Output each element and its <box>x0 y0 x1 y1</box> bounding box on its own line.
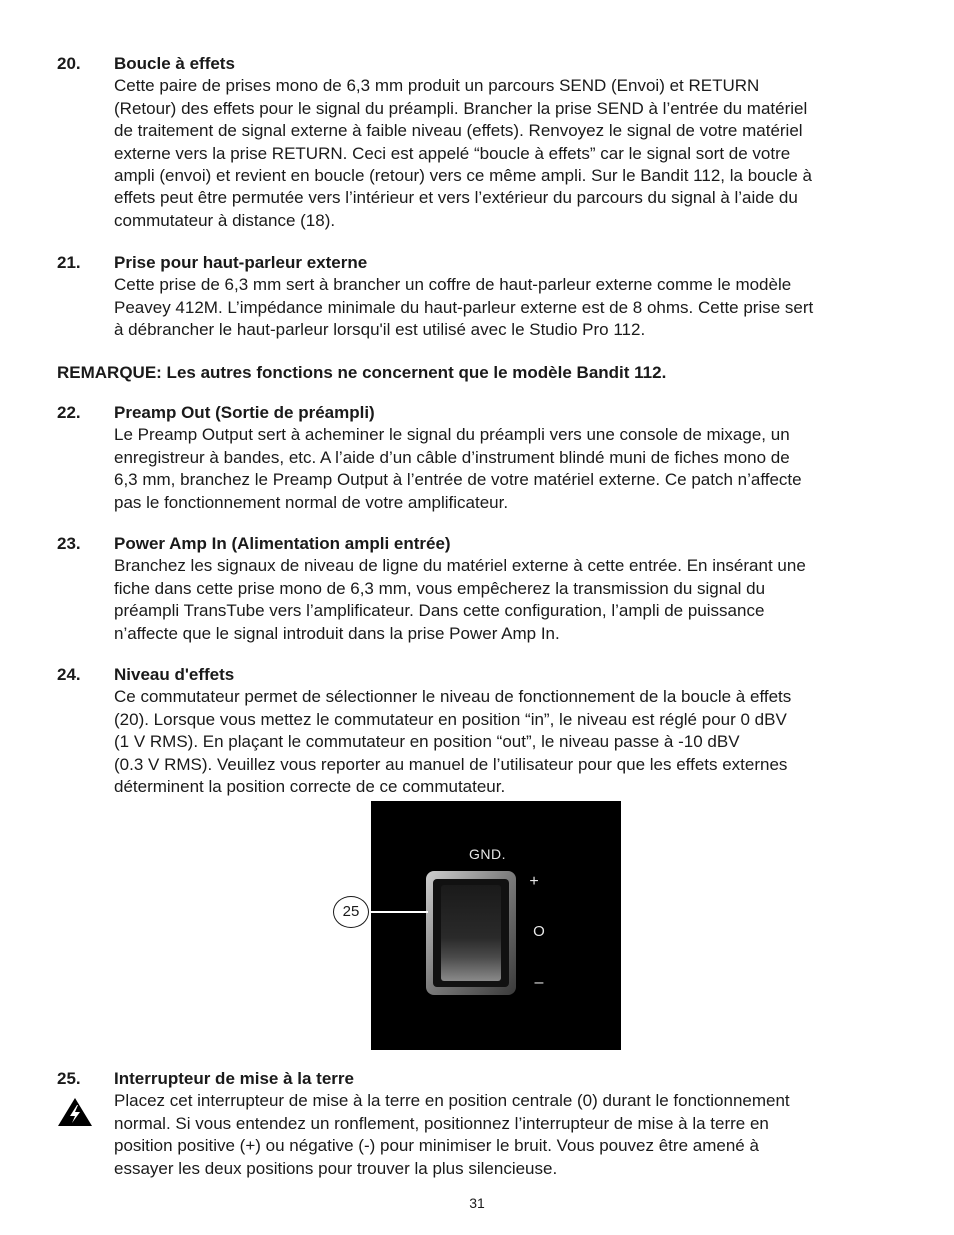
body-line: enregistreur à bandes, etc. A l’aide d’un câble d’instrument blindé muni de fiches mono de <box>114 447 790 467</box>
section-number: 24. <box>57 665 81 684</box>
note: REMARQUE: Les autres fonctions ne concernent que le modèle Bandit 112. <box>57 363 667 382</box>
section-24 <box>57 664 897 798</box>
gnd-label: GND. <box>469 846 506 862</box>
body-line: ampli (envoi) et revient en boucle (retour) vers ce même ampli. Sur le Bandit 112, la boucle à <box>114 166 812 186</box>
body-line: Le Preamp Output sert à acheminer le signal du préampli vers une console de mixage, un <box>114 425 790 445</box>
body-line: commutateur à distance (18). <box>114 210 336 230</box>
section-number: 22. <box>57 403 81 422</box>
body-line: externe vers la prise RETURN. Ceci est appelé “boucle à effets” car le signal sort de votre <box>114 143 791 163</box>
ground-switch-figure <box>371 801 621 1050</box>
body-line: essayer les deux positions pour trouver la plus silencieuse. <box>114 1158 558 1178</box>
section-21 <box>57 252 897 342</box>
section-body <box>114 53 897 232</box>
body-line: Branchez les signaux de niveau de ligne du matériel externe à cette entrée. En insérant une <box>114 556 806 576</box>
body-line: préampli TransTube vers l’amplificateur. Dans cette configuration, l’ampli de puissance <box>114 601 765 621</box>
body-line: déterminent la position correcte de ce commutateur. <box>114 777 506 797</box>
body-line: Ce commutateur permet de sélectionner le niveau de fonctionnement de la boucle à effets <box>114 687 792 707</box>
body-line: n’affecte que le signal introduit dans la prise Power Amp In. <box>114 623 560 643</box>
ground-switch-illustration <box>371 801 621 1050</box>
body-line: (0.3 V RMS). Veuillez vous reporter au manuel de l’utilisateur pour que les effets externes <box>114 754 788 774</box>
section-number: 23. <box>57 534 81 553</box>
section-title: Prise pour haut-parleur externe <box>114 253 368 272</box>
section-title: Preamp Out (Sortie de préampli) <box>114 403 375 422</box>
lightning-warning-icon <box>57 1097 93 1127</box>
section-20 <box>57 53 897 232</box>
body-line: à débrancher le haut-parleur lorsqu'il est utilisé avec le Studio Pro 112. <box>114 320 646 340</box>
switch-rocker <box>441 885 501 981</box>
section-25 <box>57 1068 897 1180</box>
section-23 <box>57 533 897 645</box>
section-title: Niveau d'effets <box>114 665 235 684</box>
section-number: 20. <box>57 54 81 73</box>
callout-25: 25 <box>333 896 369 928</box>
body-line: 6,3 mm, branchez le Preamp Output à l’entrée de votre matériel externe. Ce patch n’affecte <box>114 470 802 490</box>
section-title: Boucle à effets <box>114 54 235 73</box>
section-title: Interrupteur de mise à la terre <box>114 1069 354 1088</box>
body-line: position positive (+) ou négative (-) pour minimiser le bruit. Vous pouvez être amené à <box>114 1136 759 1156</box>
body-line: Peavey 412M. L’impédance minimale du haut-parleur externe est de 8 ohms. Cette prise sert <box>114 297 814 317</box>
section-number: 21. <box>57 253 81 272</box>
body-line: (20). Lorsque vous mettez le commutateur en position “in”, le niveau est réglé pour 0 dBV <box>114 709 787 729</box>
body-line: normal. Si vous entendez un ronflement, positionnez l’interrupteur de mise à la terre en <box>114 1113 769 1133</box>
minus-label: – <box>534 974 544 991</box>
body-line: Cette prise de 6,3 mm sert à brancher un coffre de haut-parleur externe comme le modèle <box>114 275 792 295</box>
body-line: fiche dans cette prise mono de 6,3 mm, vous empêcherez la transmission du signal du <box>114 578 766 598</box>
plus-label: + <box>529 873 539 890</box>
page-number: 31 <box>469 1195 485 1211</box>
section-22 <box>57 402 897 514</box>
section-title: Power Amp In (Alimentation ampli entrée) <box>114 534 451 553</box>
section-number: 25. <box>57 1069 81 1088</box>
callout-leader <box>368 911 428 913</box>
body-line: Placez cet interrupteur de mise à la terre en position centrale (0) durant le fonctionnement <box>114 1091 790 1111</box>
body-line: pas le fonctionnement normal de votre amplificateur. <box>114 492 509 512</box>
zero-label: O <box>533 923 545 940</box>
body-line: (Retour) des effets pour le signal du préampli. Brancher la prise SEND à l’entrée du matériel <box>114 98 808 118</box>
body-line: effets peut être permutée vers l’intérieur et vers l’extérieur du parcours du signal à l’aide du <box>114 188 798 208</box>
body-line: de traitement de signal externe à faible niveau (effets). Renvoyez le signal de votre matériel <box>114 121 803 141</box>
body-line: Cette paire de prises mono de 6,3 mm produit un parcours SEND (Envoi) et RETURN <box>114 76 760 96</box>
body-line: (1 V RMS). En plaçant le commutateur en position “out”, le niveau passe à -10 dBV <box>114 732 740 752</box>
